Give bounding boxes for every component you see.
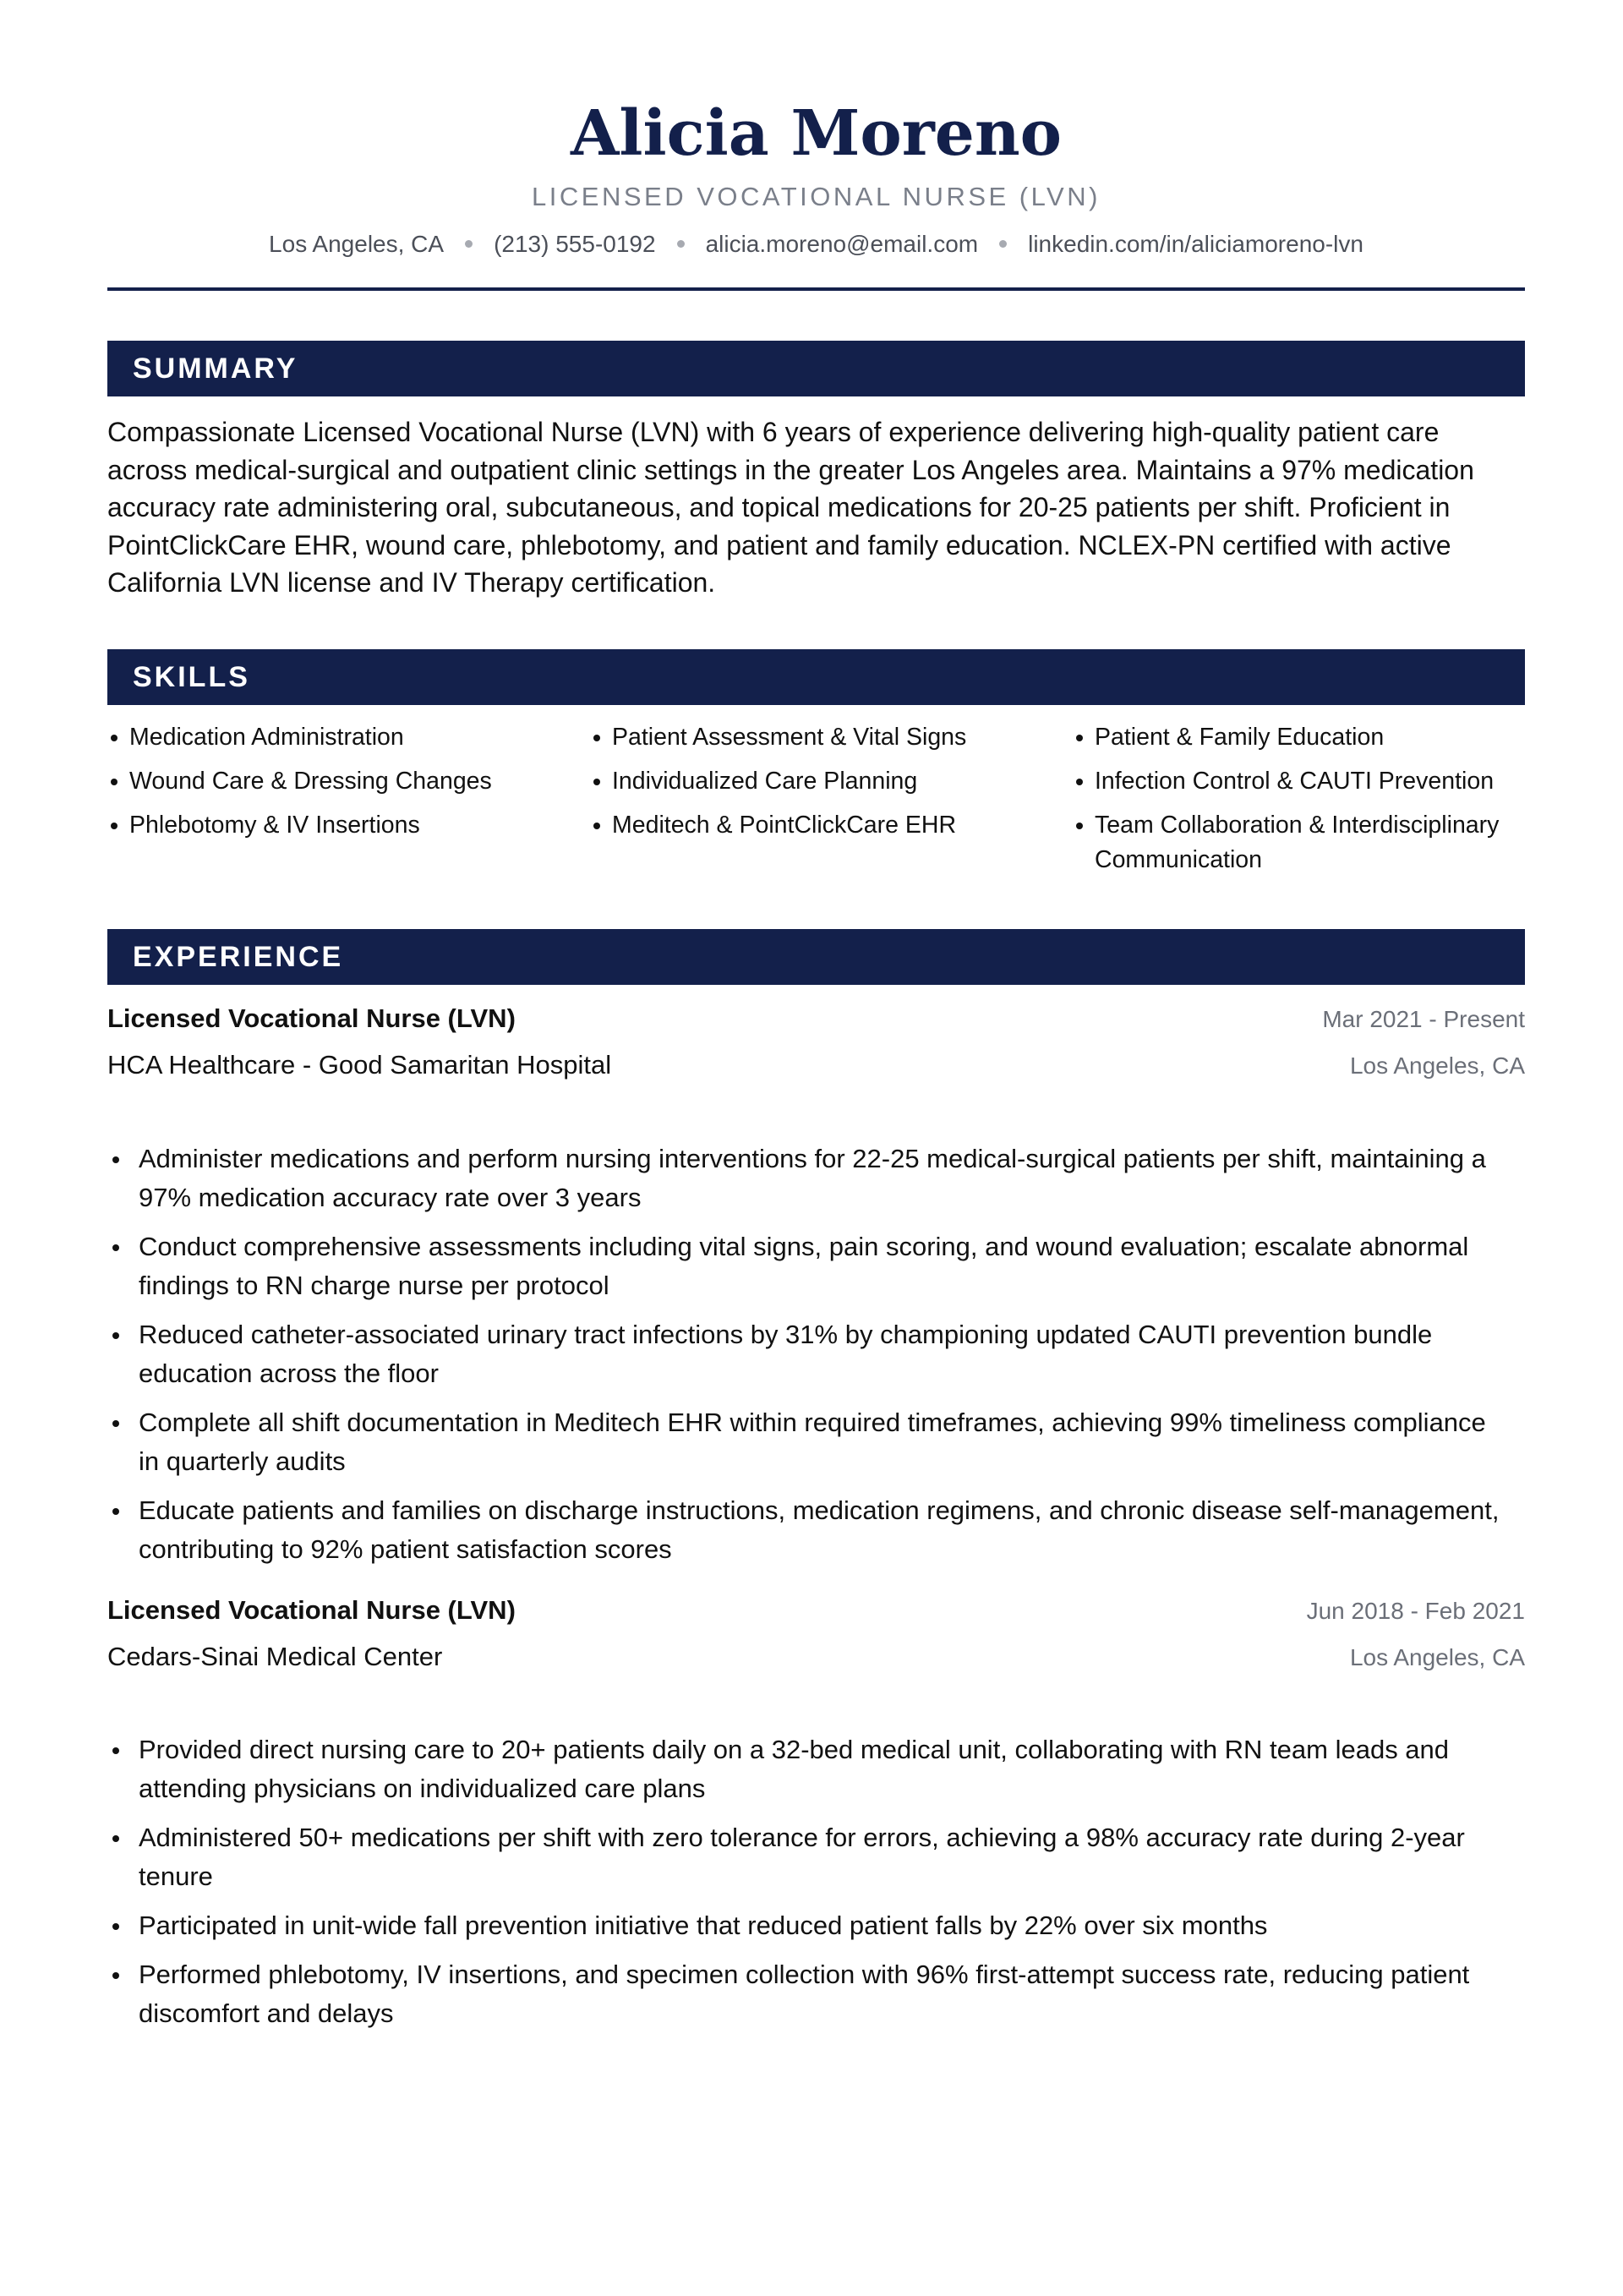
job-title: Licensed Vocational Nurse (LVN) [107, 1595, 516, 1625]
job-dates: Mar 2021 - Present [1322, 1006, 1525, 1032]
job-dates: Jun 2018 - Feb 2021 [1306, 1598, 1525, 1624]
bullet-item: Provided direct nursing care to 20+ patients daily on a 32-bed medical unit, collaborating with RN team leads and attending physicians on individualized care plans [107, 1730, 1512, 1808]
job-bullets [107, 1140, 1525, 1579]
candidate-title: LICENSED VOCATIONAL NURSE (LVN) [532, 182, 1101, 211]
skills-column [1073, 720, 1546, 887]
bullet-item: Complete all shift documentation in Meditech EHR within required timeframes, achieving 99% timeliness compliance in quarterly audits [107, 1403, 1512, 1481]
skill-item: Infection Control & CAUTI Prevention [1073, 764, 1547, 799]
section-heading: SKILLS [133, 661, 250, 693]
separator-dot-icon [999, 240, 1007, 248]
skill-item: Patient Assessment & Vital Signs [590, 720, 1064, 755]
skill-item: Medication Administration [107, 720, 582, 755]
skills-column [590, 720, 1063, 852]
skill-item: Phlebotomy & IV Insertions [107, 808, 582, 843]
separator-dot-icon [465, 240, 473, 248]
job-company: HCA Healthcare - Good Samaritan Hospital [107, 1050, 612, 1080]
bullet-item: Participated in unit-wide fall prevention initiative that reduced patient falls by 22% over six months [107, 1906, 1512, 1945]
section-header-skills [107, 649, 1525, 705]
section-header-experience [107, 929, 1525, 985]
candidate-name: Alicia Moreno [570, 97, 1062, 170]
job-location: Los Angeles, CA [1349, 1644, 1525, 1670]
bullet-item: Educate patients and families on discharge instructions, medication regimens, and chronic disease self-management, contributing to 92% patient satisfaction scores [107, 1491, 1512, 1569]
bullet-item: Administer medications and perform nursing interventions for 22-25 medical-surgical patients per shift, maintaining a 97% medication accuracy rate over 3 years [107, 1140, 1512, 1217]
job-company: Cedars-Sinai Medical Center [107, 1642, 443, 1671]
skill-item: Individualized Care Planning [590, 764, 1064, 799]
contact-email: alicia.moreno@email.com [705, 231, 979, 257]
skill-item: Patient & Family Education [1073, 720, 1547, 755]
bullet-item: Conduct comprehensive assessments including vital signs, pain scoring, and wound evaluation; escalate abnormal findings to RN charge nurse per protocol [107, 1227, 1512, 1305]
job-bullets [107, 1730, 1525, 2043]
summary-text: Compassionate Licensed Vocational Nurse (LVN) with 6 years of experience delivering high-quality patient care across medical-surgical and outpatient clinic settings in the greater Los Angeles area. Maintains a 97% medication accuracy rate administering oral, subcutaneous, and topical medications for 20-25 patients per shift. Proficient in PointClickCare EHR, wound care, phlebotomy, and patient and family education. NCLEX-PN certified with active California LVN license and IV Therapy certification. [107, 417, 1474, 598]
skills-column [107, 720, 581, 852]
section-heading: EXPERIENCE [133, 941, 344, 973]
section-header-summary [107, 341, 1525, 396]
section-heading: SUMMARY [133, 353, 298, 385]
contact-line [107, 228, 1525, 260]
contact-phone: (213) 555-0192 [494, 231, 656, 257]
bullet-item: Reduced catheter-associated urinary tract infections by 31% by championing updated CAUTI prevention bundle education across the floor [107, 1315, 1512, 1393]
job-location: Los Angeles, CA [1349, 1052, 1525, 1079]
skill-item: Team Collaboration & Interdisciplinary Communication [1073, 808, 1547, 877]
bullet-item: Performed phlebotomy, IV insertions, and specimen collection with 96% first-attempt success rate, reducing patient discomfort and delays [107, 1955, 1512, 2033]
bullet-item: Administered 50+ medications per shift with zero tolerance for errors, achieving a 98% accuracy rate during 2-year tenure [107, 1818, 1512, 1896]
skill-item: Meditech & PointClickCare EHR [590, 808, 1064, 843]
contact-location: Los Angeles, CA [269, 231, 445, 257]
skill-item: Wound Care & Dressing Changes [107, 764, 582, 799]
job-title: Licensed Vocational Nurse (LVN) [107, 1003, 516, 1033]
header-divider [107, 287, 1525, 291]
separator-dot-icon [677, 240, 685, 248]
contact-linkedin: linkedin.com/in/aliciamoreno-lvn [1028, 231, 1363, 257]
